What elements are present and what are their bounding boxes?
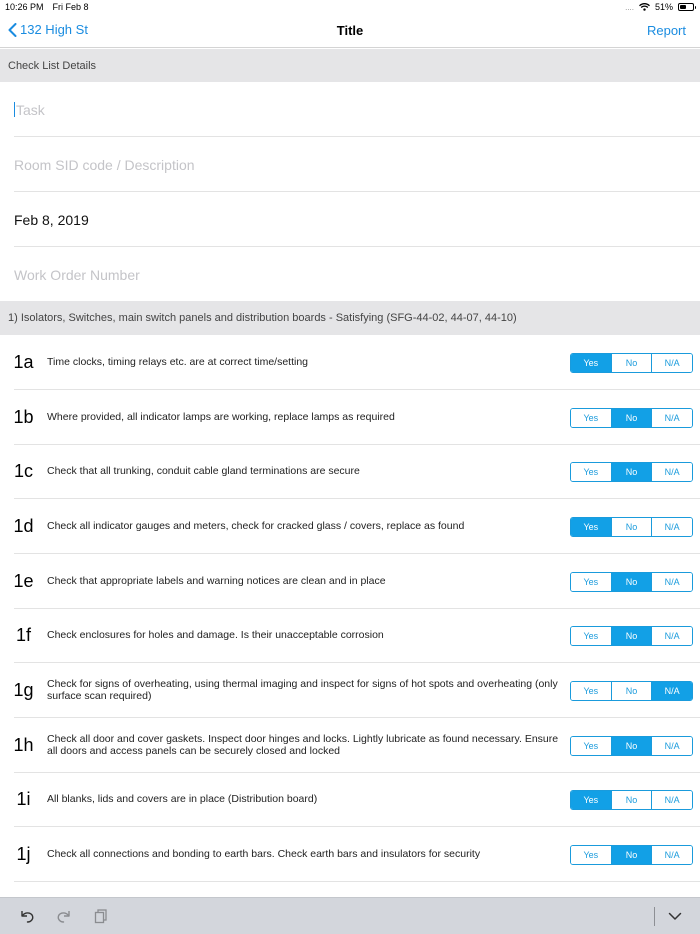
yes-option[interactable]: Yes [571,409,611,427]
check-row-1a [0,335,700,390]
yes-option[interactable]: Yes [571,791,611,809]
check-code: 1i [16,788,31,809]
yes-option[interactable]: Yes [571,518,611,536]
work-order-field[interactable] [0,247,700,302]
check-description: All blanks, lids and covers are in place (Distribution board) [47,793,318,805]
answer-segmented-control[interactable] [570,408,693,428]
details-section-header: Check List Details [0,49,700,82]
yes-option[interactable]: Yes [571,463,611,481]
check-code: 1e [13,570,34,591]
divider [14,881,700,882]
wifi-icon [639,3,650,11]
status-time: 10:26 PM [5,2,44,12]
no-option[interactable]: No [611,409,652,427]
check-code: 1c [13,460,33,481]
status-right [625,2,694,12]
no-option[interactable]: No [611,737,652,755]
check-code: 1j [16,843,31,864]
check-row-1g [0,663,700,718]
check-description: Check for signs of overheating, using thermal imaging and inspect for signs of hot spots and overheating (only surface scan required) [47,678,558,702]
answer-segmented-control[interactable] [570,626,693,646]
check-description: Check enclosures for holes and damage. Is their unacceptable corrosion [47,629,384,641]
answer-segmented-control[interactable] [570,462,693,482]
battery-fill [680,5,686,9]
no-option[interactable]: No [611,791,652,809]
check-row-1h [0,718,700,773]
check-code: 1f [15,624,31,645]
keyboard-shortcut-bar [0,897,700,934]
no-option[interactable]: No [611,354,652,372]
section-1-header: 1) Isolators, Switches, main switch panels and distribution boards - Satisfying (SFG-44-02, 44-07, 44-10) [0,301,700,335]
battery-icon [678,3,694,11]
status-left [5,2,89,12]
answer-segmented-control[interactable] [570,845,693,865]
check-row-1e [0,554,700,609]
check-code: 1b [13,406,34,427]
check-row-1b [0,390,700,445]
na-option[interactable]: N/A [651,682,692,700]
back-label: 132 High St [20,22,88,37]
answer-segmented-control[interactable] [570,736,693,756]
redo-icon[interactable] [55,907,73,925]
date-value: Feb 8, 2019 [14,211,89,228]
answer-segmented-control[interactable] [570,353,693,373]
yes-option[interactable]: Yes [571,682,611,700]
task-input[interactable] [14,102,45,118]
yes-option[interactable]: Yes [571,846,611,864]
no-option[interactable]: No [611,573,652,591]
yes-option[interactable]: Yes [571,627,611,645]
na-option[interactable]: N/A [651,737,692,755]
keyboard-dismiss-icon[interactable] [666,907,684,925]
status-date: Fri Feb 8 [52,2,89,12]
na-option[interactable]: N/A [651,627,692,645]
no-option[interactable]: No [611,846,652,864]
text-cursor [14,102,15,117]
yes-option[interactable]: Yes [571,354,611,372]
check-row-1j [0,827,700,882]
no-option[interactable]: No [611,518,652,536]
check-code: 1d [13,515,34,536]
check-description: Check that appropriate labels and warning notices are clean and in place [47,575,386,587]
task-field[interactable] [0,82,700,137]
no-option[interactable]: No [611,627,652,645]
copy-icon[interactable] [92,907,110,925]
answer-segmented-control[interactable] [570,790,693,810]
check-row-1f [0,608,700,663]
no-option[interactable]: No [611,682,652,700]
na-option[interactable]: N/A [651,354,692,372]
check-description: Check that all trunking, conduit cable gland terminations are secure [47,465,360,477]
undo-icon[interactable] [18,907,36,925]
report-button[interactable]: Report [646,23,686,38]
task-placeholder: Task [16,101,45,118]
room-placeholder: Room SID code / Description [14,156,195,173]
work-order-placeholder: Work Order Number [14,266,140,283]
status-bar [0,0,700,14]
date-field[interactable] [0,192,700,247]
yes-option[interactable]: Yes [571,573,611,591]
na-option[interactable]: N/A [651,846,692,864]
check-description: Time clocks, timing relays etc. are at correct time/setting [47,356,309,368]
na-option[interactable]: N/A [651,463,692,481]
answer-segmented-control[interactable] [570,681,693,701]
navigation-bar [0,14,700,48]
page-title: Title [336,23,364,38]
toolbar-separator [654,907,655,926]
answer-segmented-control[interactable] [570,517,693,537]
answer-segmented-control[interactable] [570,572,693,592]
check-description: Check all connections and bonding to earth bars. Check earth bars and insulators for security [47,848,481,860]
check-description: Check all door and cover gaskets. Inspect door hinges and locks. Lightly lubricate as found necessary. Ensure all doors and access panels can be securely closed and locked [47,733,559,757]
signal-dots: .... [625,2,634,12]
na-option[interactable]: N/A [651,409,692,427]
no-option[interactable]: No [611,463,652,481]
room-field[interactable] [0,137,700,192]
check-code: 1h [13,734,34,755]
battery-percent: 51% [654,2,673,12]
check-description: Where provided, all indicator lamps are working, replace lamps as required [47,411,395,423]
check-code: 1a [13,351,34,372]
yes-option[interactable]: Yes [571,737,611,755]
na-option[interactable]: N/A [651,573,692,591]
na-option[interactable]: N/A [651,518,692,536]
check-row-1i [0,772,700,827]
check-row-1d [0,499,700,554]
check-code: 1g [13,679,34,700]
check-description: Check all indicator gauges and meters, check for cracked glass / covers, replace as found [47,520,465,532]
check-row-1c [0,444,700,499]
na-option[interactable]: N/A [651,791,692,809]
